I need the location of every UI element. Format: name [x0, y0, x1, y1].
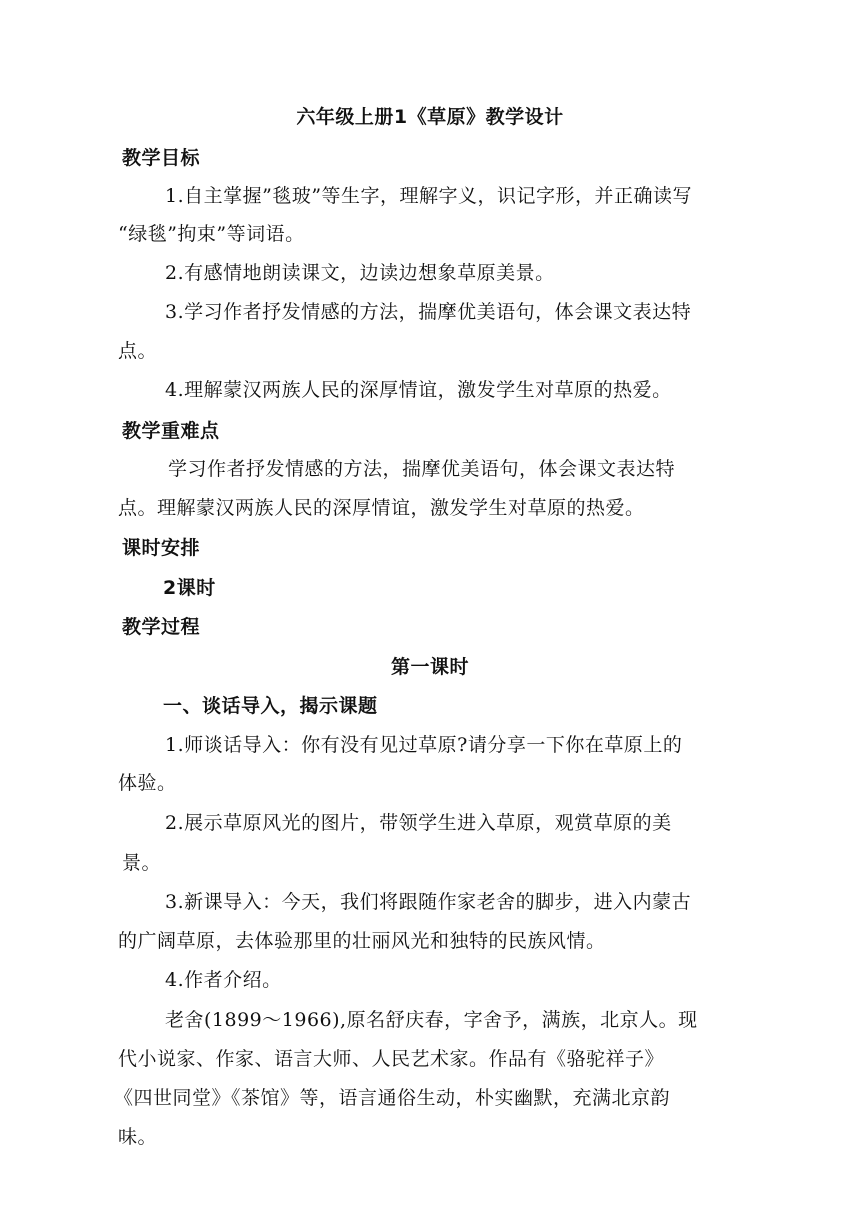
author-intro-line-4: 味。 [118, 1126, 158, 1148]
section-1-item-1-line-2: 体验。 [118, 772, 177, 794]
goal-3-line-2: 点。 [118, 340, 158, 362]
section-1-item-3-line-2: 的广阔草原，去体验那里的壮丽风光和独特的民族风情。 [118, 930, 606, 952]
key-points-line-1: 学习作者抒发情感的方法，揣摩优美语句，体会课文表达特 [168, 458, 676, 480]
section-1-item-1-line-1: 1.师谈话导入：你有没有见过草原?请分享一下你在草原上的 [165, 734, 683, 756]
goal-2: 2.有感情地朗读课文，边读边想象草原美景。 [165, 262, 555, 284]
section-1-item-3-line-1: 3.新课导入：今天，我们将跟随作家老舍的脚步，进入内蒙古 [165, 891, 692, 913]
section-1-item-2-line-1: 2.展示草原风光的图片，带领学生进入草原，观赏草原的美 [165, 812, 672, 834]
heading-goals: 教学目标 [122, 147, 201, 169]
section-1-item-2-line-2: 景。 [122, 852, 162, 874]
heading-lesson-1: 第一课时 [390, 656, 469, 678]
key-points-line-2: 点。理解蒙汉两族人民的深厚情谊，激发学生对草原的热爱。 [118, 497, 645, 519]
section-1-item-4: 4.作者介绍。 [165, 969, 282, 991]
author-intro-line-3: 《四世同堂》《茶馆》等，语言通俗生动，朴实幽默，充满北京韵 [114, 1087, 671, 1109]
heading-key-points: 教学重难点 [122, 420, 220, 442]
schedule-value: 2课时 [163, 577, 216, 599]
heading-process: 教学过程 [122, 616, 201, 638]
page-title: 六年级上册1《草原》教学设计 [296, 106, 564, 128]
author-intro-line-1: 老舍(1899～1966),原名舒庆春，字舍予，满族，北京人。现 [165, 1009, 698, 1031]
goal-1-line-1: 1.自主掌握”毯玻”等生字，理解字义，识记字形，并正确读写 [165, 185, 693, 207]
heading-schedule: 课时安排 [122, 537, 201, 559]
goal-1-line-2: “绿毯”拘束”等词语。 [118, 223, 305, 245]
goal-4: 4.理解蒙汉两族人民的深厚情谊，激发学生对草原的热爱。 [165, 379, 672, 401]
goal-3-line-1: 3.学习作者抒发情感的方法，揣摩优美语句，体会课文表达特 [165, 301, 692, 323]
author-intro-line-2: 代小说家、作家、语言大师、人民艺术家。作品有《骆驼祥子》 [118, 1048, 665, 1070]
heading-section-1: 一、谈话导入，揭示课题 [163, 695, 378, 717]
